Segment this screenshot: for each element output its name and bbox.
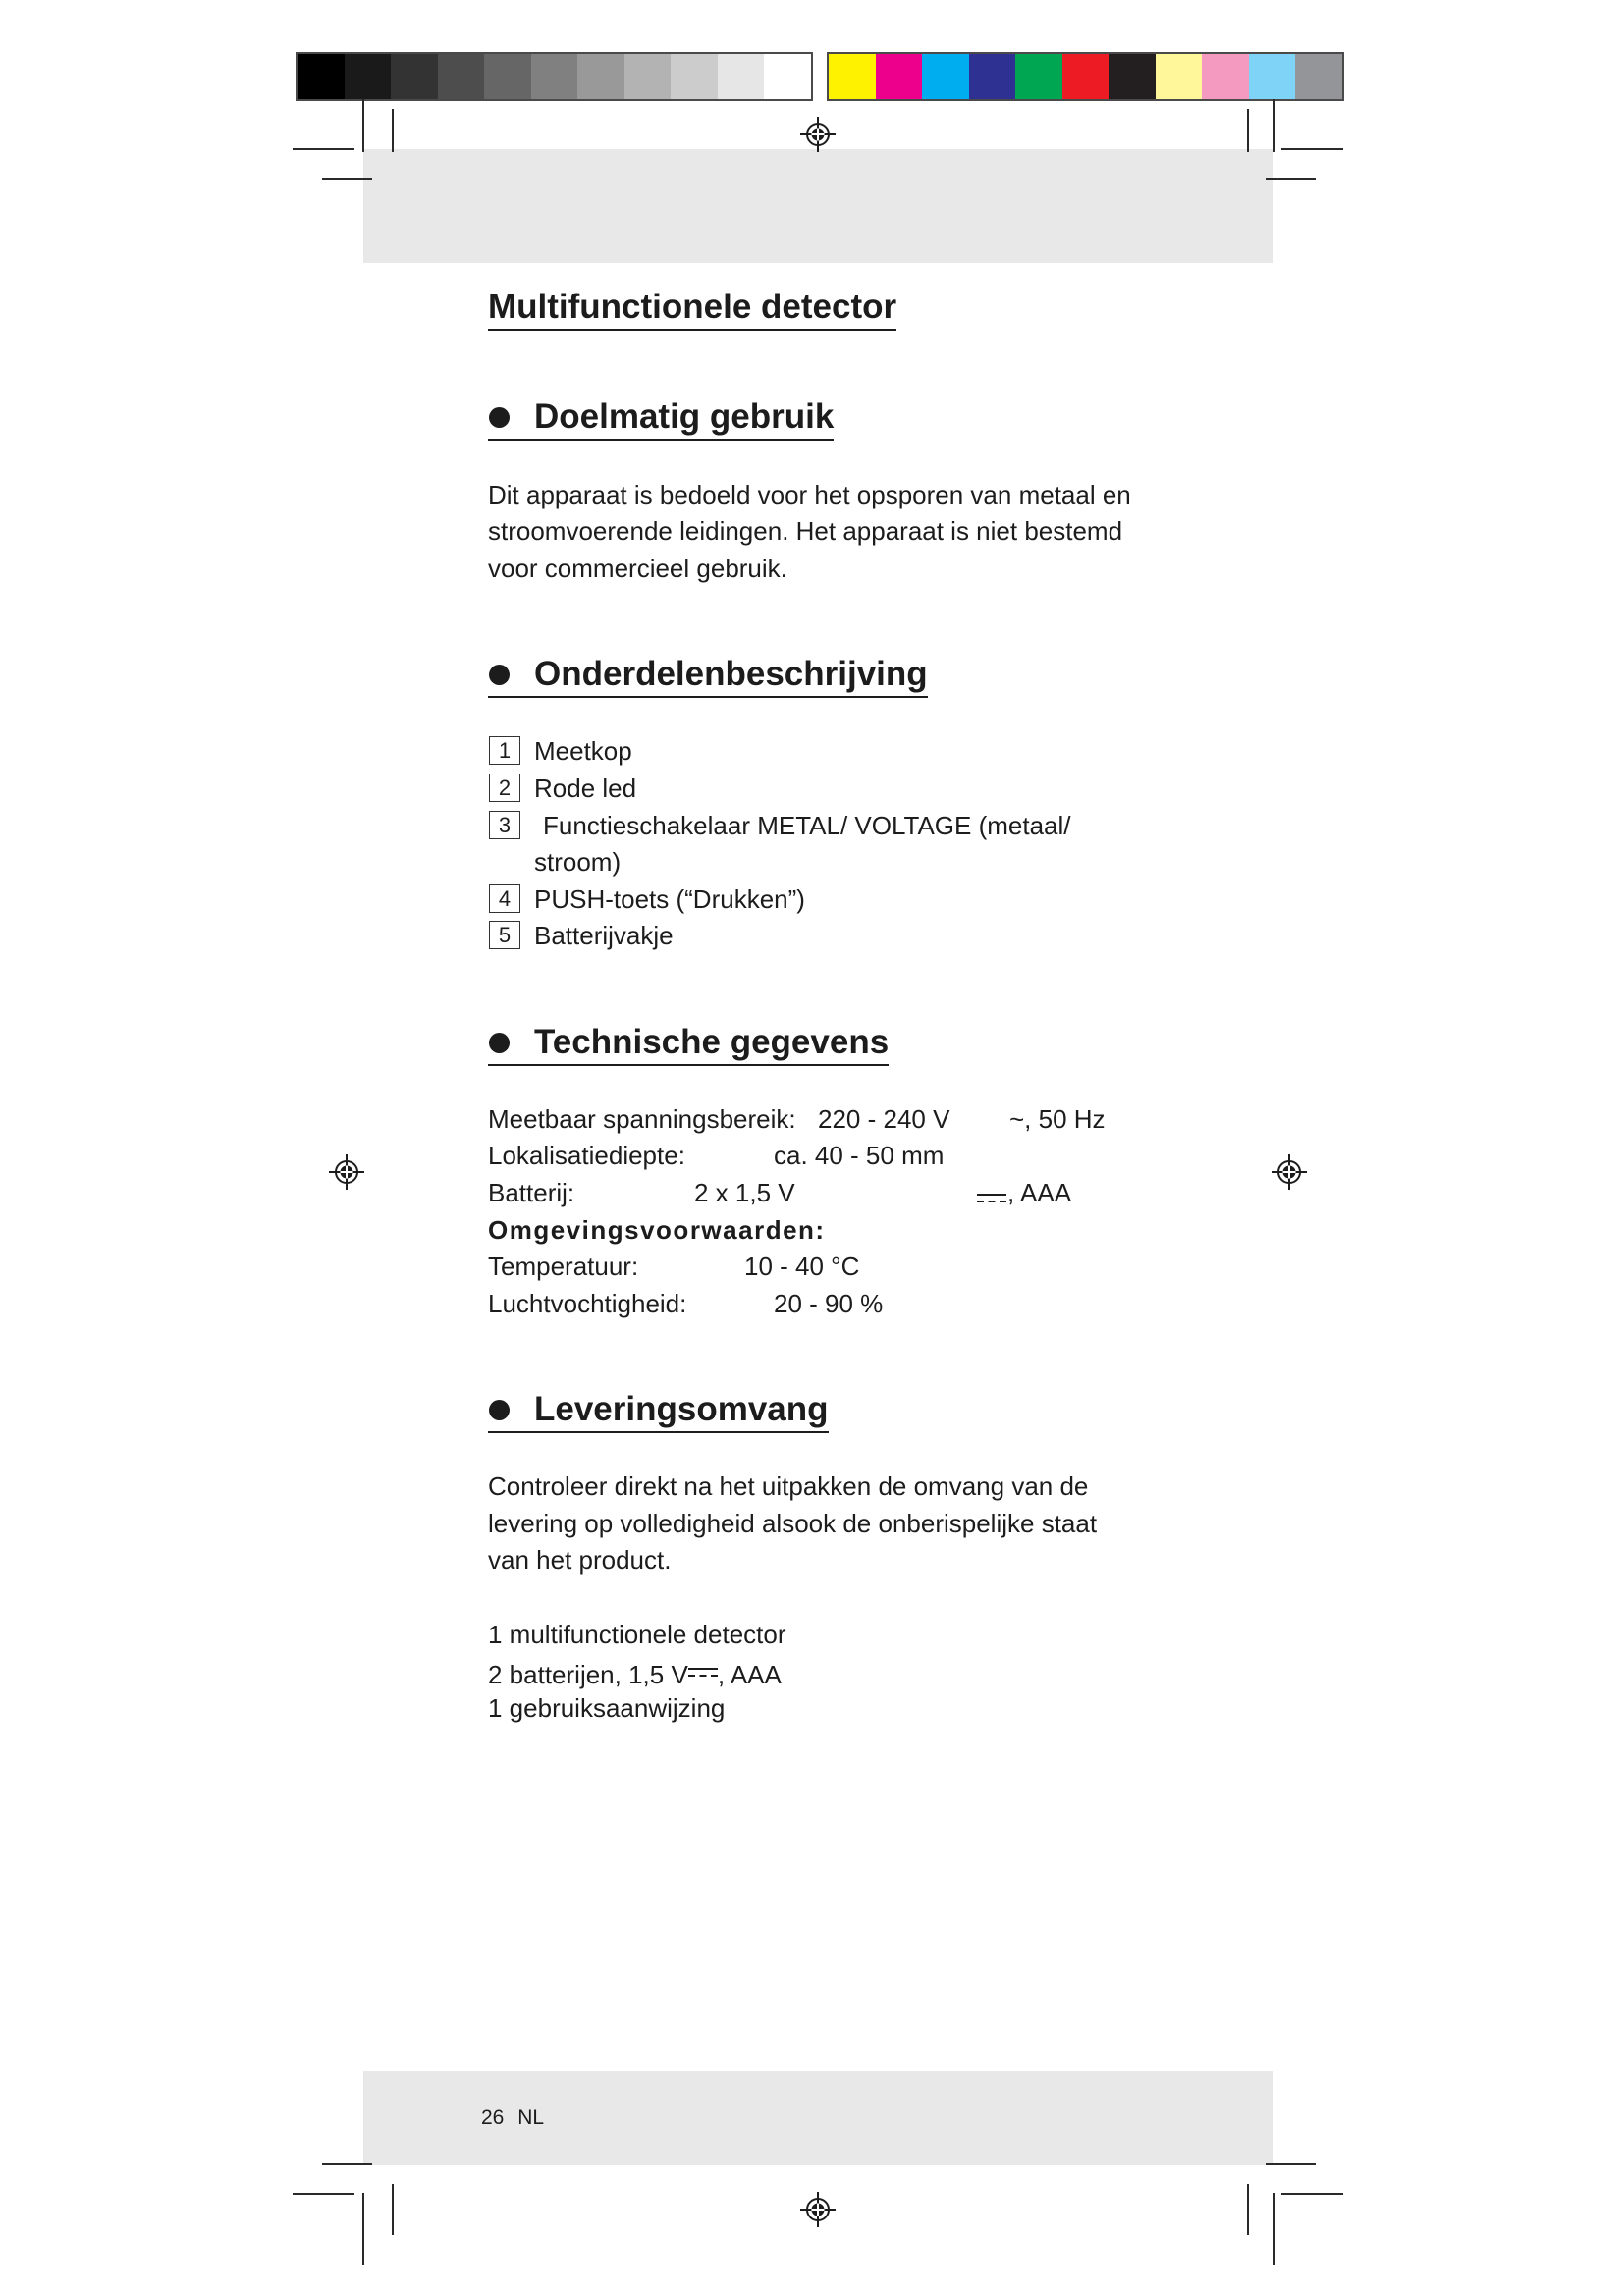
section-heading-specs xyxy=(488,1024,889,1066)
spec-label: Batterij: xyxy=(488,1178,575,1207)
registration-mark-icon xyxy=(798,2190,838,2229)
part-label: Batterijvakje xyxy=(534,921,674,950)
page-number: 26 xyxy=(481,2107,505,2129)
crop-mark-line xyxy=(322,178,372,180)
page-footer xyxy=(481,2107,544,2130)
bullet-icon xyxy=(489,1033,510,1053)
part-number-box: 4 xyxy=(489,884,520,913)
spec-row-voltage xyxy=(0,1104,1624,1134)
spec-row-humidity xyxy=(0,1289,1624,1318)
part-label-continuation: stroom) xyxy=(534,847,622,877)
process-color-bar xyxy=(827,52,1344,101)
grayscale-patch xyxy=(484,54,531,99)
spec-label: Meetbaar spanningsbereik: xyxy=(488,1104,796,1134)
paragraph-line: Controleer direkt na het uitpakken de omvang van de xyxy=(488,1471,1089,1501)
bullet-icon xyxy=(489,665,510,685)
paragraph-line: levering op volledigheid alsook de onberispelijke staat xyxy=(488,1509,1098,1538)
process-color-patch xyxy=(1202,54,1249,99)
grayscale-patch xyxy=(577,54,624,99)
spec-subheading: Omgevingsvoorwaarden: xyxy=(488,1215,826,1245)
process-color-patch xyxy=(1295,54,1342,99)
crop-mark-line xyxy=(1247,2184,1249,2235)
grayscale-patch xyxy=(438,54,485,99)
delivery-item xyxy=(488,1656,782,1689)
process-color-patch xyxy=(876,54,923,99)
spec-value: 2 x 1,5 V xyxy=(694,1178,795,1207)
spec-value: 20 - 90 % xyxy=(774,1289,884,1318)
spec-label: Lokalisatiediepte: xyxy=(488,1141,685,1170)
grayscale-patch xyxy=(391,54,438,99)
crop-mark-line xyxy=(1281,148,1343,150)
bullet-icon xyxy=(489,407,510,428)
delivery-item-suffix: , AAA xyxy=(717,1660,782,1689)
dc-symbol-icon xyxy=(688,1656,718,1670)
process-color-patch xyxy=(1109,54,1156,99)
part-label: Functieschakelaar METAL/ VOLTAGE (metaal/ xyxy=(543,811,1071,840)
delivery-item-text: 2 batterijen, 1,5 V xyxy=(488,1660,688,1689)
spec-value: ca. 40 - 50 mm xyxy=(774,1141,945,1170)
crop-mark-line xyxy=(1266,2163,1316,2165)
process-color-patch xyxy=(1062,54,1110,99)
section-heading-intended-use xyxy=(488,399,834,441)
crop-mark-line xyxy=(362,2193,364,2265)
spec-label: Luchtvochtigheid: xyxy=(488,1289,687,1318)
section-heading-text: Doelmatig gebruik xyxy=(534,398,835,436)
section-heading-text: Onderdelenbeschrijving xyxy=(534,655,928,693)
part-number-box: 3 xyxy=(489,811,520,839)
crop-mark-line xyxy=(1281,2193,1343,2195)
paragraph-line: voor commercieel gebruik. xyxy=(488,554,787,583)
grayscale-patch xyxy=(718,54,765,99)
process-color-patch xyxy=(829,54,876,99)
section-heading-delivery xyxy=(488,1391,829,1433)
grayscale-patch xyxy=(671,54,718,99)
process-color-patch xyxy=(1249,54,1296,99)
delivery-item: 1 multifunctionele detector xyxy=(488,1620,786,1649)
crop-mark-line xyxy=(1247,109,1249,152)
spec-row-battery xyxy=(0,1178,1624,1207)
crop-mark-line xyxy=(1273,2193,1275,2265)
paragraph-line: stroomvoerende leidingen. Het apparaat is niet bestemd xyxy=(488,516,1123,546)
spec-extra: ~, 50 Hz xyxy=(1009,1104,1106,1134)
header-band xyxy=(363,149,1273,263)
grayscale-patch xyxy=(298,54,345,99)
crop-mark-line xyxy=(322,2163,372,2165)
crop-mark-line xyxy=(362,99,364,152)
document-title: Multifunctionele detector xyxy=(488,289,896,331)
grayscale-patch xyxy=(764,54,811,99)
bullet-icon xyxy=(489,1400,510,1420)
crop-mark-line xyxy=(392,109,394,152)
process-color-patch xyxy=(969,54,1016,99)
grayscale-patch xyxy=(531,54,578,99)
part-number-box: 2 xyxy=(489,774,520,802)
section-heading-text: Technische gegevens xyxy=(534,1023,890,1061)
process-color-patch xyxy=(922,54,969,99)
spec-row-environment-heading xyxy=(0,1215,1624,1245)
delivery-item: 1 gebruiksaanwijzing xyxy=(488,1693,726,1723)
part-number-box: 1 xyxy=(489,736,520,765)
spec-value: 220 - 240 V xyxy=(818,1104,950,1134)
language-code: NL xyxy=(517,2107,545,2129)
grayscale-patch xyxy=(345,54,392,99)
part-label: PUSH-toets (“Drukken”) xyxy=(534,884,805,914)
section-heading-parts xyxy=(488,656,928,698)
part-number-box: 5 xyxy=(489,921,520,949)
process-color-patch xyxy=(1156,54,1203,99)
spec-extra: , AAA xyxy=(1007,1178,1072,1207)
paragraph-line: Dit apparaat is bedoeld voor het opsporen van metaal en xyxy=(488,480,1131,509)
grayscale-color-bar xyxy=(296,52,813,101)
spec-row-depth xyxy=(0,1141,1624,1170)
part-label: Rode led xyxy=(534,774,637,803)
crop-mark-line xyxy=(1266,178,1316,180)
crop-mark-line xyxy=(293,2193,354,2195)
spec-value: 10 - 40 °C xyxy=(744,1252,860,1281)
registration-mark-icon xyxy=(798,115,838,154)
part-label: Meetkop xyxy=(534,736,632,766)
crop-mark-line xyxy=(1273,99,1275,152)
crop-mark-line xyxy=(293,148,354,150)
grayscale-patch xyxy=(624,54,672,99)
process-color-patch xyxy=(1015,54,1062,99)
paragraph-line: van het product. xyxy=(488,1545,672,1575)
section-heading-text: Leveringsomvang xyxy=(534,1390,829,1428)
dc-symbol-icon xyxy=(977,1182,1006,1211)
crop-mark-line xyxy=(392,2184,394,2235)
spec-row-temperature xyxy=(0,1252,1624,1281)
spec-label: Temperatuur: xyxy=(488,1252,639,1281)
